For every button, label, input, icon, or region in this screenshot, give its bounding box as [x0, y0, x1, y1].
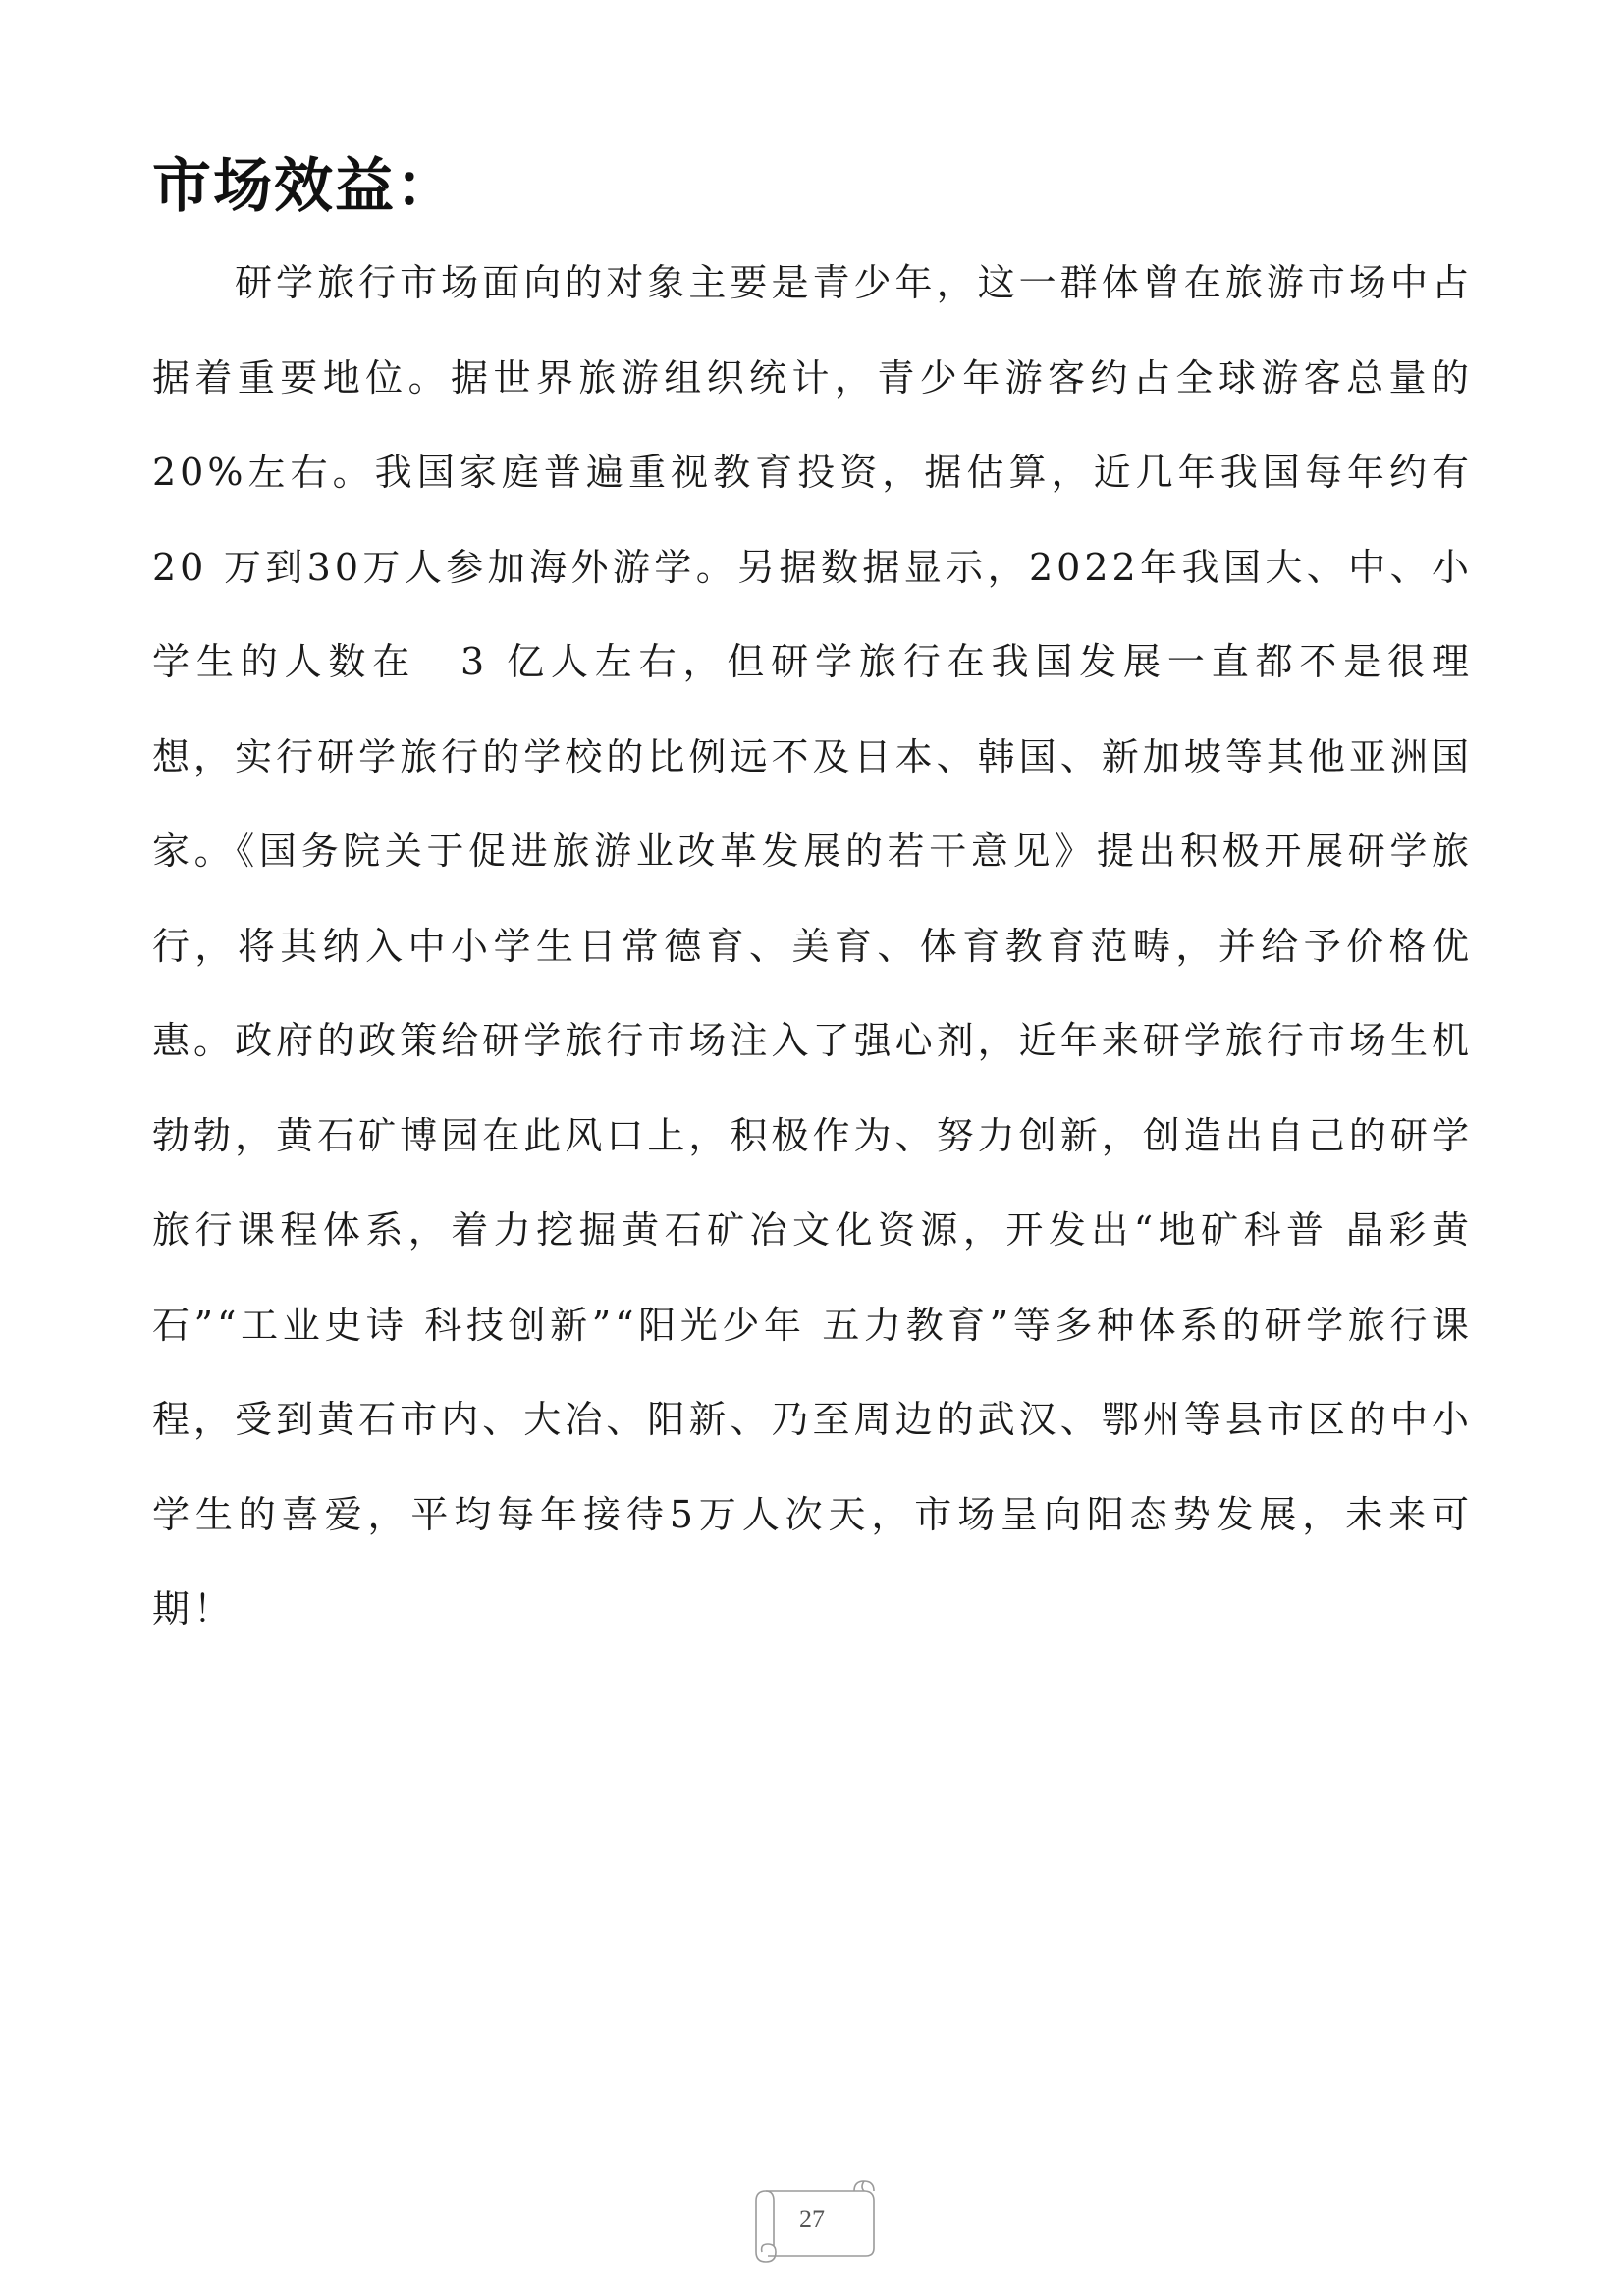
body-paragraph: 研学旅行市场面向的对象主要是青少年，这一群体曾在旅游市场中占据着重要地位。据世界旅游组织统计，青少年游客约占全球游客总量的 20%左右。我国家庭普遍重视教育投资，据估算，近几年我国每年约有 20 万到30万人参加海外游学。另据数据显示，2022年我国大、中、小学生的人数在 3 亿人左右，但研学旅行在我国发展一直都不是很理想，实行研学旅行的学校的比例远不及日本、韩国、新加坡等其他亚洲国家。《国务院关于促进旅游业改革发展的若干意见》提出积极开展研学旅行，将其纳入中小学生日常德育、美育、体育教育范畴，并给予价格优惠。政府的政策给研学旅行市场注入了强心剂，近年来研学旅行市场生机勃勃，黄石矿博园在此风口上，积极作为、努力创新，创造出自己的研学旅行课程体系，着力挖掘黄石矿冶文化资源，开发出“地矿科普 晶彩黄石”“工业史诗 科技创新”“阳光少年 五力教育”等多种体系的研学旅行课程，受到黄石市内、大冶、阳新、乃至周边的武汉、鄂州等县市区的中小学生的喜爱，平均每年接待5万人次天，市场呈向阳态势发展，未来可期！	[152, 261, 1473, 1630]
section-heading: 市场效益：	[152, 152, 457, 221]
page-number: 27	[799, 2205, 825, 2233]
page-number-scroll	[738, 2177, 886, 2266]
